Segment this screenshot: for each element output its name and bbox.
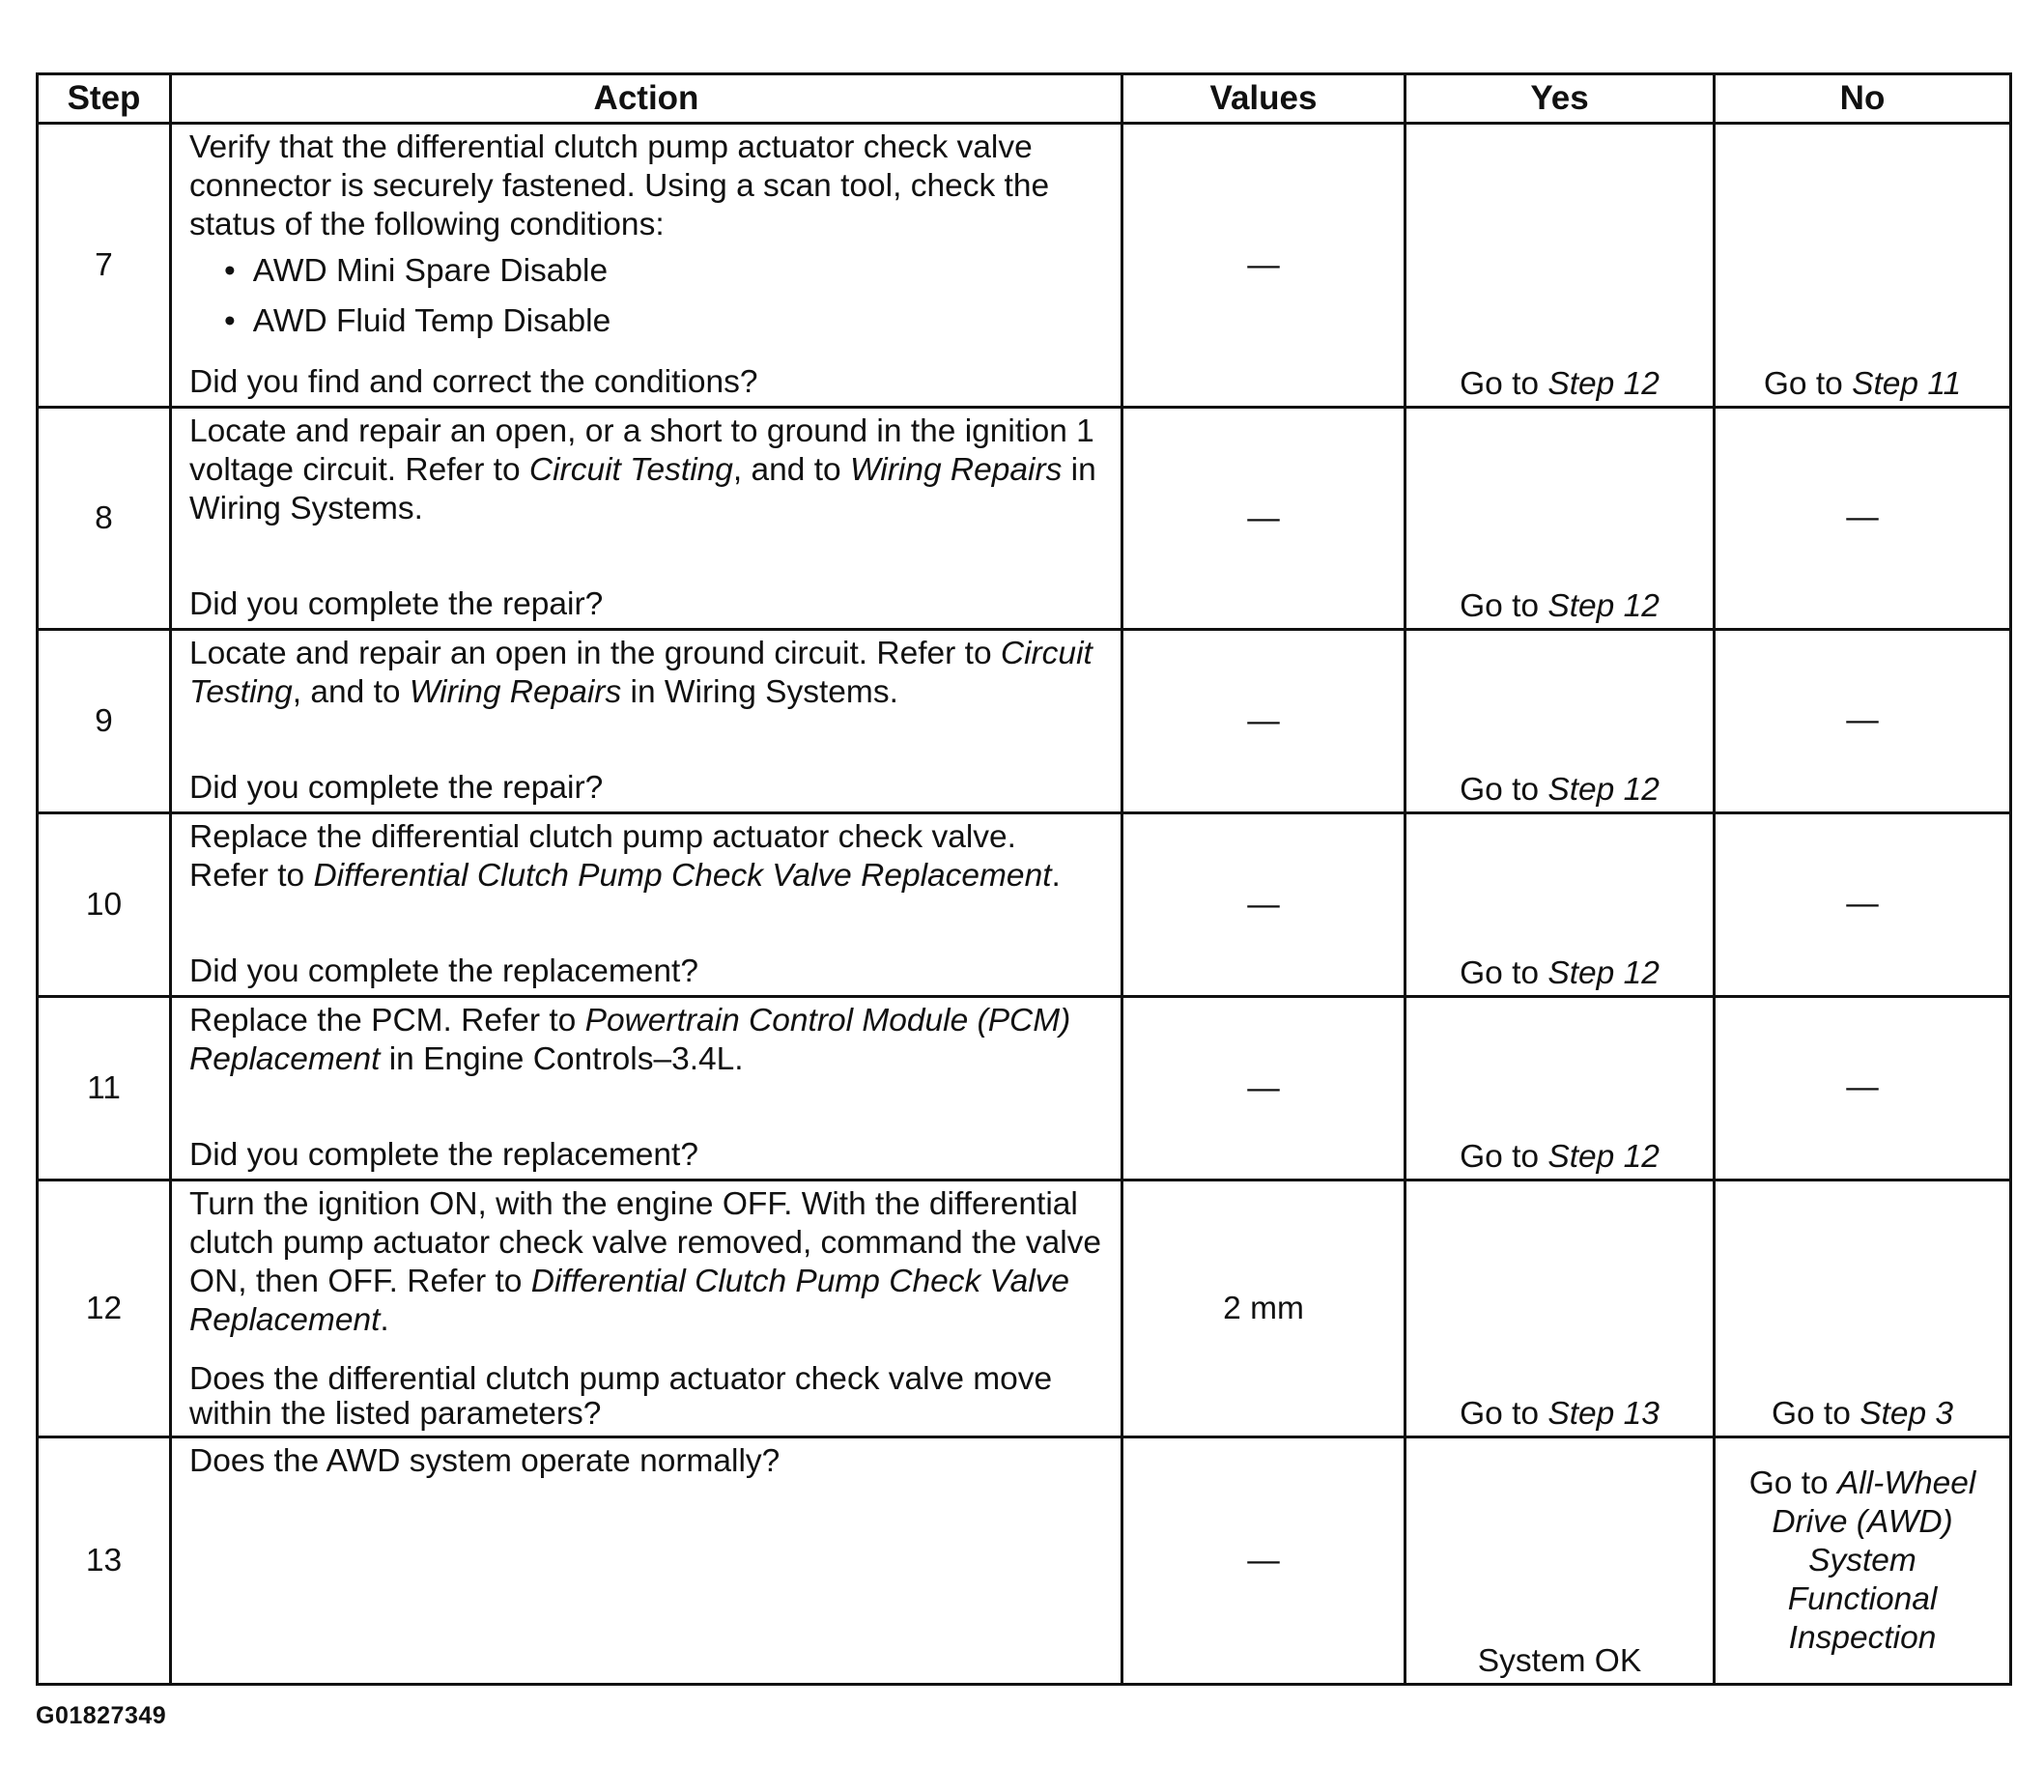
no-step-link[interactable]: Step 11 [1852,366,1962,402]
header-values: Values [1122,74,1405,124]
values-cell: 2 mm [1122,1180,1405,1437]
action-text-part: in Wiring Systems. [189,452,1096,526]
yes-step-link[interactable]: Step 12 [1547,772,1660,808]
step-number: 11 [38,997,171,1180]
action-cell [171,997,1122,1180]
yes-prefix: Go to [1460,588,1548,624]
action-question: Does the differential clutch pump actuator check valve move within the listed parameters? [189,1361,1053,1432]
list-item: • AWD Mini Spare Disable [224,252,1103,291]
action-text-part: . [1051,858,1061,894]
table-row-step-9 [38,630,2011,813]
yes-prefix: Go to [1460,1139,1548,1175]
header-step: Step [38,74,171,124]
yes-prefix: Go to [1460,955,1548,991]
header-yes: Yes [1405,74,1715,124]
reference-link[interactable]: Circuit Testing [528,452,733,488]
step-number: 7 [38,124,171,408]
table-row-step-11 [38,997,2011,1180]
figure-id: G01827349 [36,1702,167,1729]
step-number: 13 [38,1437,171,1685]
yes-prefix: Go to [1460,366,1548,402]
header-action: Action [171,74,1122,124]
step-number: 8 [38,408,171,630]
reference-link[interactable]: Circuit Testing [189,636,1093,710]
action-text [189,412,1103,528]
action-text-part: in Engine Controls–3.4L. [380,1041,744,1077]
action-cell [171,1180,1122,1437]
no-cell [1715,124,2011,408]
action-text [189,635,1103,712]
no-cell: — [1715,630,2011,813]
action-text-part: Turn the ignition ON, with the engine OFF. With the differential clutch pump actuator check valve removed, command the valve ON, then OFF. Refer to [189,1186,1102,1299]
reference-link[interactable]: Differential Clutch Pump Check Valve Replacement [313,858,1052,894]
yes-cell [1405,630,1715,813]
table-row-step-8 [38,408,2011,630]
action-question: Did you complete the replacement? [189,953,698,989]
action-cell [171,1437,1122,1685]
reference-link[interactable]: Wiring Repairs [409,674,622,710]
action-text [189,818,1103,896]
values-cell: — [1122,408,1405,630]
no-prefix: Go to [1763,366,1853,402]
action-question: Did you complete the repair? [189,586,604,622]
yes-cell [1405,997,1715,1180]
no-prefix: Go to [1771,1396,1860,1432]
values-cell: — [1122,630,1405,813]
condition-list [224,252,1103,341]
action-text-part: Replace the differential clutch pump actuator check valve. Refer to [189,819,1016,894]
no-cell [1715,1180,2011,1437]
no-cell: — [1715,408,2011,630]
action-text-part: Locate and repair an open in the ground circuit. Refer to [189,636,1001,671]
table-row-step-10 [38,813,2011,997]
yes-step-link[interactable]: Step 12 [1547,366,1660,402]
action-text [189,1185,1103,1340]
no-cell: — [1715,813,2011,997]
no-step-link[interactable]: Step 3 [1859,1396,1954,1432]
action-cell [171,124,1122,408]
step-number: 9 [38,630,171,813]
table-row-step-13 [38,1437,2011,1685]
action-text-part: Locate and repair an open, or a short to ground in the ignition 1 voltage circuit. Refer to [189,413,1094,488]
yes-prefix: Go to [1460,772,1548,808]
action-cell [171,630,1122,813]
action-text-part: , and to [292,674,410,710]
yes-step-link[interactable]: Step 12 [1547,588,1660,624]
reference-link[interactable]: Differential Clutch Pump Check Valve Replacement [189,1264,1070,1338]
header-row [38,74,2011,124]
action-text-part: , and to [732,452,850,488]
action-question: Does the AWD system operate normally? [189,1443,781,1479]
step-number: 12 [38,1180,171,1437]
no-step-link[interactable]: All-Wheel Drive (AWD) System Functional Inspection [1772,1465,1976,1656]
list-item: • AWD Fluid Temp Disable [224,302,1103,341]
values-cell: — [1122,813,1405,997]
action-question: Did you complete the repair? [189,770,604,806]
diagnostic-table [36,72,2012,1686]
action-text [189,1002,1103,1079]
values-cell: — [1122,997,1405,1180]
step-number: 10 [38,813,171,997]
action-text: Verify that the differential clutch pump actuator check valve connector is securely fastened. Using a scan tool, check the status of the following conditions: [189,129,1050,242]
table-row-step-12 [38,1180,2011,1437]
table-row-step-7 [38,124,2011,408]
yes-cell: System OK [1405,1437,1715,1685]
action-question: Did you find and correct the conditions? [189,364,758,400]
yes-cell [1405,813,1715,997]
action-text-part: . [380,1302,389,1338]
action-text-part: Replace the PCM. Refer to [189,1003,585,1038]
yes-cell [1405,1180,1715,1437]
action-cell [171,408,1122,630]
reference-link[interactable]: Powertrain Control Module (PCM) Replacement [189,1003,1071,1077]
reference-link[interactable]: Wiring Repairs [849,452,1063,488]
no-cell [1715,1437,2011,1685]
action-question: Did you complete the replacement? [189,1137,698,1173]
action-cell [171,813,1122,997]
yes-step-link[interactable]: Step 12 [1547,1139,1660,1175]
no-cell: — [1715,997,2011,1180]
yes-step-link[interactable]: Step 13 [1547,1396,1660,1432]
no-prefix: Go to [1748,1465,1837,1501]
values-cell: — [1122,1437,1405,1685]
yes-cell [1405,408,1715,630]
yes-step-link[interactable]: Step 12 [1547,955,1660,991]
action-text-part: in Wiring Systems. [621,674,898,710]
yes-prefix: Go to [1460,1396,1548,1432]
yes-cell [1405,124,1715,408]
header-no: No [1715,74,2011,124]
values-cell: — [1122,124,1405,408]
